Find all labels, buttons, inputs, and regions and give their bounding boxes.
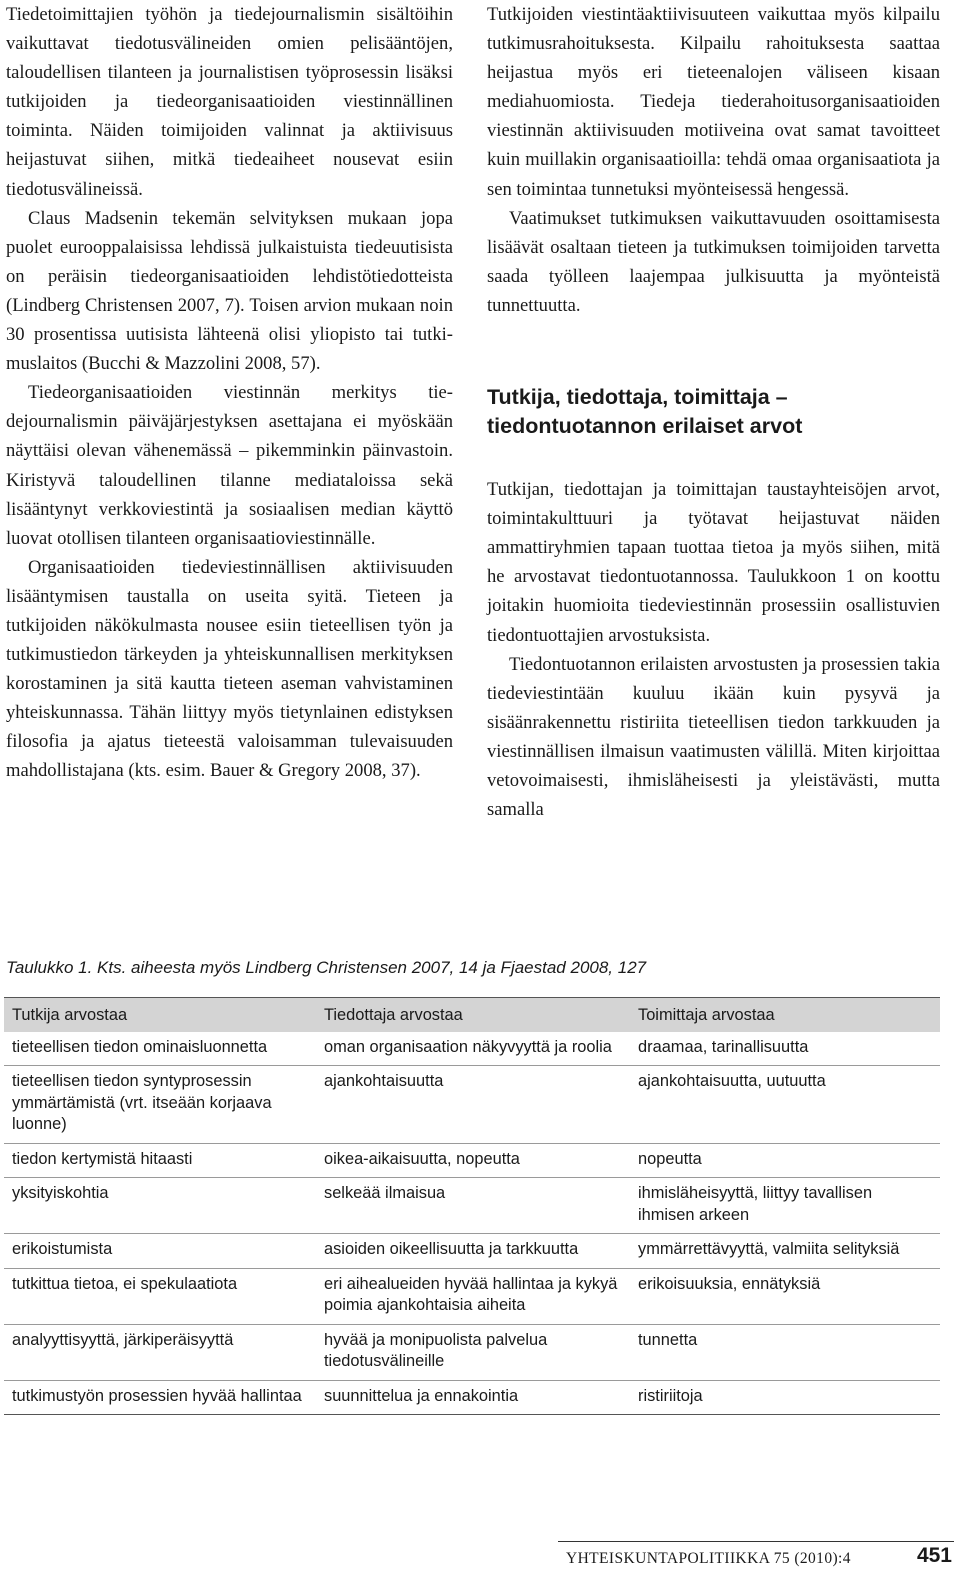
table-cell: erikoistumista xyxy=(4,1234,316,1269)
table-cell: suunnittelua ja ennakointia xyxy=(316,1380,630,1415)
table-cell: oman organisaation näkyvyyttä ja roolia xyxy=(316,1032,630,1066)
section-heading-line: Tutkija, tiedottaja, toimittaja – xyxy=(487,385,788,410)
page-footer xyxy=(558,1541,954,1574)
table-cell: erikoisuuksia, ennätyksiä xyxy=(630,1268,940,1324)
table-row xyxy=(4,1234,940,1269)
section-heading xyxy=(487,383,940,441)
table-cell: ihmisläheisyyttä, liittyy tavallisen ihmisen arkeen xyxy=(630,1178,940,1234)
table-cell: draamaa, tarinallisuutta xyxy=(630,1032,940,1066)
table-cell: hyvää ja monipuolista palvelua tiedotusvälineille xyxy=(316,1324,630,1380)
table-row xyxy=(4,1032,940,1066)
table-cell: ristiriitoja xyxy=(630,1380,940,1415)
table-cell: yksityiskohtia xyxy=(4,1178,316,1234)
table-row xyxy=(4,1066,940,1144)
section-heading-line: tiedontuotannon erilaiset arvot xyxy=(487,414,803,439)
table-row xyxy=(4,1178,940,1234)
body-paragraph: Vaatimukset tutkimuksen vaikuttavuuden osoittamisesta lisäävät osaltaan tieteen ja tutkimuksen toimijoiden tarvetta saada työlleen laajempaa julkisuutta ja myönteistä tunnettuutta. xyxy=(487,207,940,316)
table-cell: ymmärrettävyyttä, valmiita selityksiä xyxy=(630,1234,940,1269)
page-number: 451 xyxy=(916,1544,952,1567)
table-cell: nopeutta xyxy=(630,1143,940,1178)
values-table xyxy=(4,997,940,1415)
table-cell: tiedon kertymistä hitaasti xyxy=(4,1143,316,1178)
column-header: Tiedottaja arvostaa xyxy=(316,998,630,1032)
table-cell: tutkittua tietoa, ei spekulaatiota xyxy=(4,1268,316,1324)
table-cell: tunnetta xyxy=(630,1324,940,1380)
body-paragraph: Claus Madsenin tekemän selvityksen mukaan jopa puolet eurooppalaisissa lehdissä julkaistuista tiedeuutisista on peräisin tiedeorganisaatioiden lehdistötiedotteista (Lindberg Christensen 2007, 7). Toisen arvion mukaan noin 30 prosentissa uutisista lähteenä olisi yliopisto tai tutkimuslaitos (Bucchi & Mazzolini 2008, 57). xyxy=(6,207,453,375)
left-text-column xyxy=(6,0,453,786)
table-row xyxy=(4,1143,940,1178)
body-paragraph: Tutkijan, tiedottajan ja toimittajan taustayhteisöjen arvot, toimintakulttuuri ja työtavat heijastuvat näiden ammattiryhmien tapaan tuottaa tietoa ja myös siihen, mitä he arvostavat tiedontuotannossa. Taulukkoon 1 on koottu joitakin huomioita tiedeviestinnän prosessiin osallistuvien tiedontuottajien arvostuksista. xyxy=(487,479,940,646)
body-paragraph: Tutkijoiden viestintäaktiivisuuteen vaikuttaa myös kilpailu tutkimusrahoituksesta. Kilpailu rahoituksesta saattaa heijastua myös eri tieteenalojen väliseen kisaan mediahuomiosta. Tiedeja tiederahoitusorganisaatioiden viestinnän aktiivisuuden motiiveina ovat samat tavoitteet kuin muillakin organisaatioilla: tehdä omaa organisaatiota ja sen toimintaa tunnetuksi myönteisessä hengessä. xyxy=(487,4,940,200)
table-row xyxy=(4,1324,940,1380)
table-caption: Taulukko 1. Kts. aiheesta myös Lindberg Christensen 2007, 14 ja Fjaestad 2008, 127 xyxy=(6,958,647,977)
table-cell: ajankohtaisuutta, uutuutta xyxy=(630,1066,940,1144)
body-paragraph: Tiedetoimittajien työhön ja tiedejournalismin sisältöihin vaikuttavat tiedotusvälineiden omien pelisääntöjen, taloudellisen tilanteen ja journalistisen työprosessin lisäksi tutkijoiden ja tiedeorganisaatioiden viestinnällinen toiminta. Näiden toimijoiden valinnat ja aktiivisuus heijastuvat siihen, mitkä tiedeaiheet nousevat esiin tiedotusvälineissä. xyxy=(6,4,453,200)
table-cell: tutkimustyön prosessien hyvää hallintaa xyxy=(4,1380,316,1415)
body-paragraph: Tiedeorganisaatioiden viestinnän merkitys tiedejournalismin päiväjärjestyksen asettajana ei myöskään näyttäisi olevan vähenemässä – pikemminkin päinvastoin. Kiristyvä taloudellinen tilanne mediataloissa sekä lisääntynyt verkkoviestintä ja sosiaalisen median käyttö luovat otollisen tilanteen organisaatioviestinnälle. xyxy=(6,382,453,549)
table-cell: oikea-aikaisuutta, nopeutta xyxy=(316,1143,630,1178)
journal-name: YHTEISKUNTAPOLITIIKKA 75 (2010):4 xyxy=(566,1550,851,1567)
table-row xyxy=(4,1268,940,1324)
body-paragraph: Tiedontuotannon erilaisten arvostusten ja prosessien takia tiedeviestintään kuuluu ikään kuin pysyvä ja sisäänrakennettu ristiriita tieteellisen tiedon tarkkuuden ja viestinnällisen ilmaisun vaatimusten välillä. Miten kirjoittaa vetovoimaisesti, ihmisläheisesti ja yleistävästi, mutta samalla xyxy=(487,653,940,821)
table-cell: analyyttisyyttä, järkiperäisyyttä xyxy=(4,1324,316,1380)
table-cell: selkeää ilmaisua xyxy=(316,1178,630,1234)
table-row xyxy=(4,1380,940,1415)
table-header-row xyxy=(4,998,940,1032)
column-header: Tutkija arvostaa xyxy=(4,998,316,1032)
column-header: Toimittaja arvostaa xyxy=(630,998,940,1032)
table-cell: tieteellisen tiedon syntyprosessin ymmärtämistä (vrt. itseään korjaava luonne) xyxy=(4,1066,316,1144)
table-cell: ajankohtaisuutta xyxy=(316,1066,630,1144)
body-paragraph: Organisaatioiden tiedeviestinnällisen aktiivisuuden lisääntymisen taustalla on useita syitä. Tieteen ja tutkijoiden näkökulmasta nousee esiin tieteellisen työn ja tutkimustiedon tärkeyden ja yhteiskunnallisen merkityksen korostaminen ja sitä kautta tieteen aseman vahvistaminen yhteiskunnassa. Tähän liittyy myös tietynlainen edistyksen filosofia ja ajatus tieteestä valoisamman tulevaisuuden mahdollistajana (kts. esim. Bauer & Gregory 2008, 37). xyxy=(6,556,453,782)
table-cell: tieteellisen tiedon ominaisluonnetta xyxy=(4,1032,316,1066)
right-text-column xyxy=(487,0,940,824)
table-cell: asioiden oikeellisuutta ja tarkkuutta xyxy=(316,1234,630,1269)
table-cell: eri aihealueiden hyvää hallintaa ja kykyä poimia ajankohtaisia aiheita xyxy=(316,1268,630,1324)
